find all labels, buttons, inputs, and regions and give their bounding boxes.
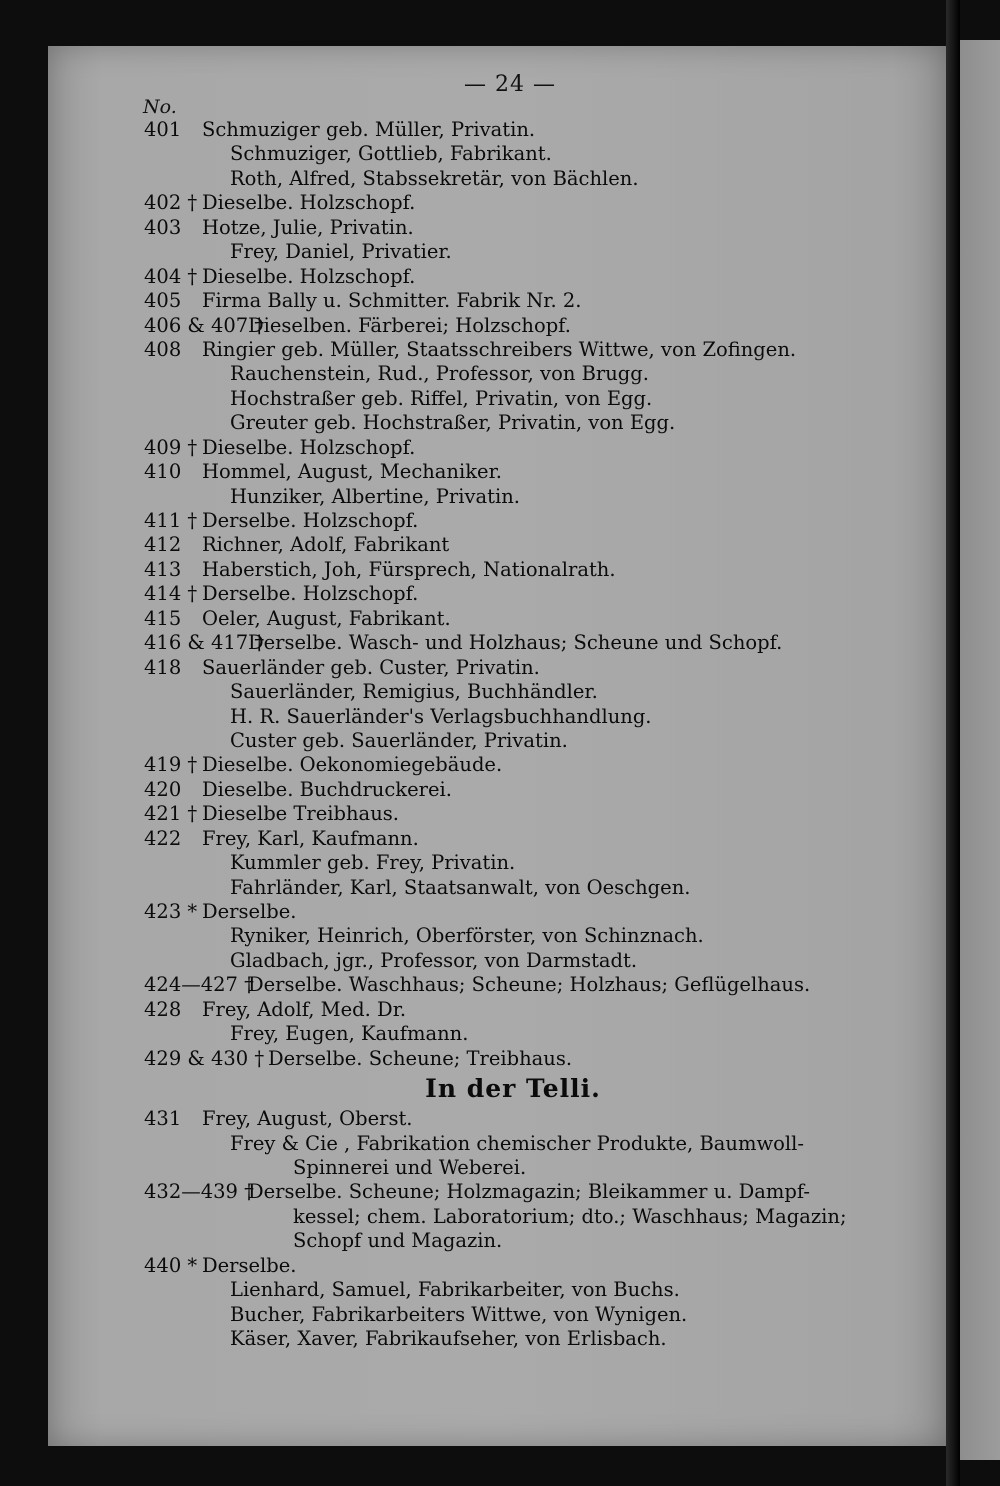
entry-row (0, 1303, 946, 1327)
entry-row (0, 460, 946, 484)
entry-row (0, 314, 946, 338)
entry-text: Dieselben. Färberei; Holzschopf. (248, 313, 571, 337)
entry-row (0, 387, 946, 411)
entry-text: Frey, Daniel, Privatier. (230, 240, 452, 264)
entry-row (0, 851, 946, 875)
house-number: 423 * (144, 900, 198, 923)
entry-text: Greuter geb. Hochstraßer, Privatin, von Egg. (230, 411, 676, 435)
house-number: 401 (144, 118, 182, 141)
house-number: 408 (144, 337, 182, 361)
page-number: — 24 — (464, 72, 556, 97)
entry-text: Sauerländer geb. Custer, Privatin. (202, 655, 540, 679)
entry-text: Derselbe. Holzschopf. (202, 509, 419, 532)
house-number: 405 (144, 289, 182, 313)
entry-row (0, 900, 946, 924)
entry-text: Derselbe. (202, 900, 297, 923)
house-number: 422 (144, 826, 182, 850)
entry-text: Kummler geb. Frey, Privatin. (230, 851, 516, 875)
entry-text: Dieselbe. Holzschopf. (202, 435, 416, 459)
entry-text: Schmuziger geb. Müller, Privatin. (202, 118, 536, 141)
house-number: 424—427 † (144, 973, 254, 997)
entry-text: Dieselbe. Holzschopf. (202, 191, 416, 215)
entry-row (0, 1327, 946, 1351)
entry-row (0, 729, 946, 753)
entry-row (0, 362, 946, 386)
house-number: 432—439 † (144, 1180, 254, 1204)
house-number: 420 (144, 777, 182, 801)
entry-row (0, 680, 946, 704)
entry-row (0, 973, 946, 997)
house-number: 413 (144, 557, 182, 581)
entry-row (0, 582, 946, 606)
house-number: 440 * (144, 1253, 198, 1277)
entry-text: Käser, Xaver, Fabrikaufseher, von Erlisbach. (230, 1327, 667, 1350)
house-number: 416 & 417 † (144, 631, 265, 655)
house-number: 402 † (144, 191, 198, 215)
house-number: 419 † (144, 753, 198, 777)
entry-text: Schmuziger, Gottlieb, Fabrikant. (230, 142, 552, 166)
entry-text: Bucher, Fabrikarbeiters Wittwe, von Wynigen. (230, 1302, 688, 1326)
entry-row (0, 1229, 946, 1253)
house-number: 421 † (144, 802, 198, 826)
entry-text: Lienhard, Samuel, Fabrikarbeiter, von Buchs. (230, 1278, 680, 1302)
entry-text: Derselbe. (202, 1253, 297, 1277)
entry-text: Frey, Karl, Kaufmann. (202, 826, 419, 850)
entry-row (0, 631, 946, 655)
entry-row (0, 1107, 946, 1131)
house-number: 418 (144, 655, 182, 679)
entry-row (0, 558, 946, 582)
house-number: 409 † (144, 435, 198, 459)
entry-list (0, 118, 946, 1351)
entry-row (0, 240, 946, 264)
entry-text: Richner, Adolf, Fabrikant (202, 533, 450, 557)
entry-text: Haberstich, Joh, Fürsprech, Nationalrath. (202, 557, 616, 581)
house-number: 403 (144, 215, 182, 239)
entry-row (0, 656, 946, 680)
entry-row (0, 485, 946, 509)
entry-row (0, 876, 946, 900)
entry-text: Firma Bally u. Schmitter. Fabrik Nr. 2. (202, 289, 582, 313)
house-number: 406 & 407 † (144, 313, 265, 337)
entry-text: Hommel, August, Mechaniker. (202, 460, 502, 484)
entry-row (0, 1278, 946, 1302)
entry-row (0, 778, 946, 802)
entry-row (0, 191, 946, 215)
entry-row (0, 142, 946, 166)
entry-text: Hochstraßer geb. Riffel, Privatin, von Egg. (230, 386, 653, 410)
entry-row (0, 607, 946, 631)
entry-text: Schopf und Magazin. (293, 1229, 503, 1253)
entry-text: Frey, Adolf, Med. Dr. (202, 997, 407, 1021)
entry-row (0, 216, 946, 240)
entry-text: Dieselbe Treibhaus. (202, 802, 399, 826)
entry-text: Rauchenstein, Rud., Professor, von Brugg. (230, 362, 649, 386)
entry-text: Roth, Alfred, Stabssekretär, von Bächlen. (230, 166, 639, 190)
entry-row (0, 167, 946, 191)
entry-text: Spinnerei und Weberei. (293, 1155, 527, 1179)
house-number: 412 (144, 533, 182, 557)
entry-row (0, 705, 946, 729)
entry-text: Fahrländer, Karl, Staatsanwalt, von Oeschgen. (230, 875, 691, 899)
column-label: No. (143, 96, 177, 118)
entry-row (0, 998, 946, 1022)
entry-text: Dieselbe. Buchdruckerei. (202, 777, 452, 801)
entry-row (0, 1022, 946, 1046)
entry-text: Derselbe. Wasch- und Holzhaus; Scheune und Schopf. (248, 631, 783, 655)
entry-row (0, 1180, 946, 1204)
entry-row (0, 289, 946, 313)
house-number: 404 † (144, 264, 198, 288)
entry-row (0, 802, 946, 826)
entry-row (0, 436, 946, 460)
entry-row (0, 411, 946, 435)
entry-text: Sauerländer, Remigius, Buchhändler. (230, 680, 598, 704)
entry-text: Ryniker, Heinrich, Oberförster, von Schinznach. (230, 924, 704, 948)
entry-text: Hunziker, Albertine, Privatin. (230, 484, 520, 508)
entry-text: kessel; chem. Laboratorium; dto.; Waschhaus; Magazin; (293, 1204, 847, 1228)
entry-row (0, 509, 946, 533)
entry-row (0, 949, 946, 973)
section-heading: In der Telli. (425, 1074, 601, 1104)
entry-text: Oeler, August, Fabrikant. (202, 606, 451, 630)
entry-row (0, 338, 946, 362)
entry-text: Derselbe. Scheune; Treibhaus. (268, 1046, 573, 1070)
facing-page-edge (960, 40, 1000, 1460)
entry-text: Custer geb. Sauerländer, Privatin. (230, 728, 568, 752)
entry-row (0, 1254, 946, 1278)
entry-row (0, 753, 946, 777)
house-number: 415 (144, 606, 182, 630)
entry-row (0, 118, 946, 142)
house-number: 429 & 430 † (144, 1046, 265, 1070)
entry-text: Dieselbe. Oekonomiegebäude. (202, 753, 503, 777)
entry-row (0, 827, 946, 851)
entry-row (0, 1205, 946, 1229)
house-number: 411 † (144, 509, 198, 532)
entry-text: Frey, August, Oberst. (202, 1107, 413, 1131)
house-number: 431 (144, 1107, 182, 1131)
entry-text: Derselbe. Holzschopf. (202, 582, 419, 606)
entry-row (0, 924, 946, 948)
entry-text: Gladbach, jgr., Professor, von Darmstadt. (230, 948, 638, 972)
entry-row (0, 1132, 946, 1156)
entry-text: Frey & Cie , Fabrikation chemischer Produkte, Baumwoll- (230, 1131, 804, 1155)
entry-row (0, 265, 946, 289)
entry-text: Dieselbe. Holzschopf. (202, 264, 416, 288)
entry-text: Derselbe. Waschhaus; Scheune; Holzhaus; Geflügelhaus. (248, 973, 811, 997)
entry-text: Ringier geb. Müller, Staatsschreibers Wittwe, von Zofingen. (202, 337, 797, 361)
entry-text: Frey, Eugen, Kaufmann. (230, 1022, 469, 1046)
entry-text: Derselbe. Scheune; Holzmagazin; Bleikammer u. Dampf- (248, 1180, 810, 1204)
entry-row (0, 1047, 946, 1071)
entry-text: H. R. Sauerländer's Verlagsbuchhandlung. (230, 704, 652, 728)
entry-row (0, 1156, 946, 1180)
house-number: 428 (144, 997, 182, 1021)
entry-text: Hotze, Julie, Privatin. (202, 215, 414, 239)
house-number: 414 † (144, 582, 198, 606)
house-number: 410 (144, 460, 182, 484)
book-spine (946, 0, 960, 1486)
entry-row (0, 533, 946, 557)
